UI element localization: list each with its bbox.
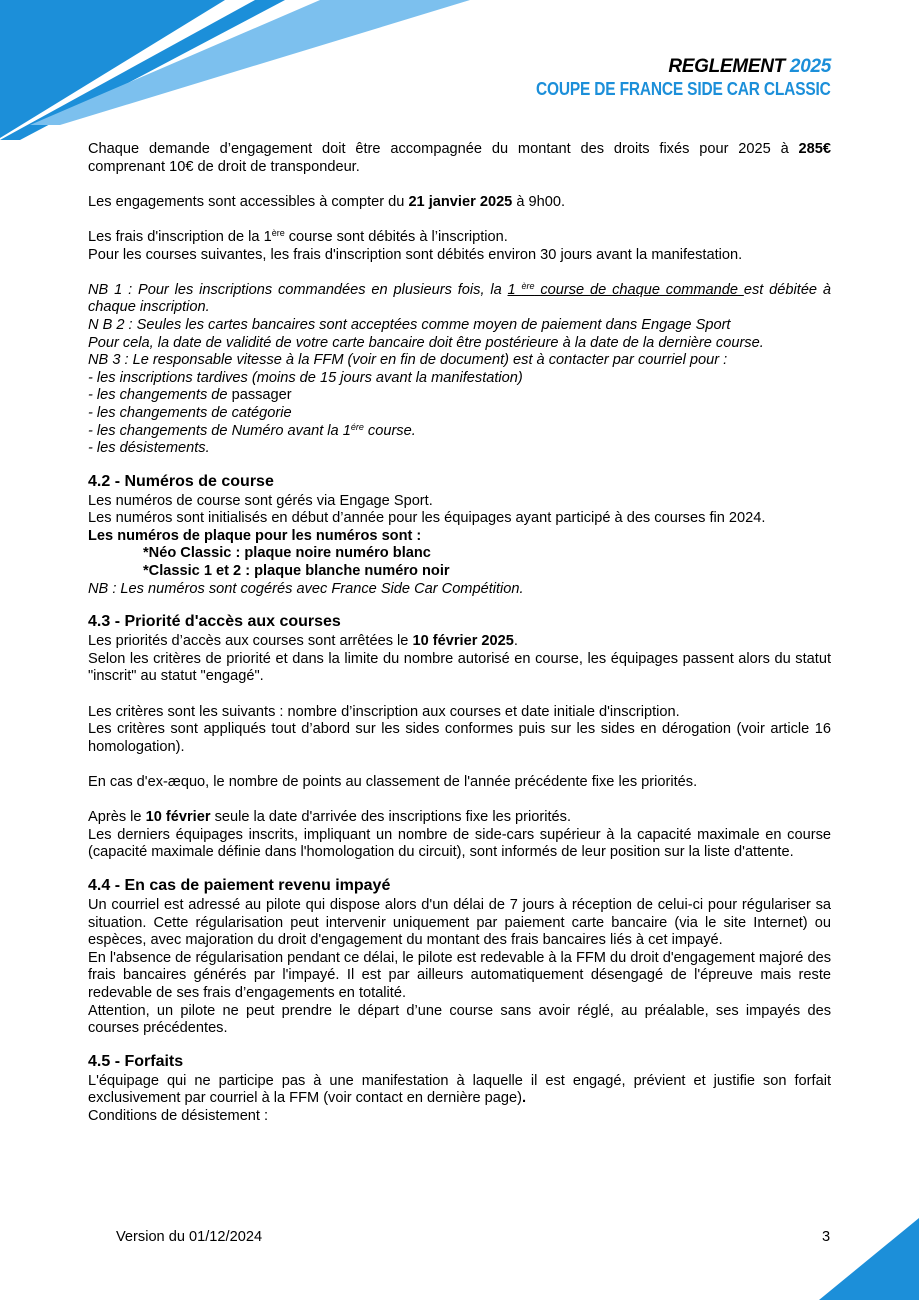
s44-paragraph: Un courriel est adressé au pilote qui dispose alors d'un délai de 7 jours à réception de celui-ci pour régulariser sa situation. Cette régularisation peut intervenir uniquement par paiement carte bancaire (via le site Internet) ou espèces, avec majoration du droit d'engagement du montant des frais bancaires liés à cet impayé. [88, 896, 831, 949]
list-item: - les changements de passager [88, 387, 292, 404]
s44-paragraph: Attention, un pilote ne peut prendre le départ d’une course sans avoir réglé, au préalable, ses impayés des courses précédentes. [88, 1002, 831, 1037]
header-title: REGLEMENT 2025 [668, 56, 831, 77]
note-2: N B 2 : Seules les cartes bancaires sont acceptées comme moyen de paiement dans Engage Sport [88, 316, 731, 333]
list-item: - les changements de Numéro avant la $1^{ére}$ course. [88, 421, 416, 439]
s43-paragraph: Après le 10 février seule la date d'arrivée des inscriptions fixe les priorités. [88, 809, 572, 826]
intro-debit-paragraph: Les frais d'inscription de la 1ère course sont débités à l’inscription. [88, 227, 508, 245]
footer-version: Version du 01/12/2024 [116, 1229, 263, 1245]
s43-paragraph: Les priorités d’accès aux courses sont arrêtées le 10 février 2025. [88, 633, 518, 650]
s45-paragraph: Conditions de désistement : [88, 1107, 269, 1124]
s42-plates-heading: Les numéros de plaque pour les numéros sont : [88, 527, 422, 544]
list-item: - les inscriptions tardives (moins de 15 jours avant la manifestation) [88, 369, 523, 386]
header-subtitle: COUPE DE FRANCE SIDE CAR CLASSIC [536, 79, 831, 99]
s42-paragraph: Les numéros de course sont gérés via Engage Sport. [88, 492, 433, 509]
s42-note: NB : Les numéros sont cogérés avec France Side Car Compétition. [88, 580, 524, 597]
s43-paragraph: En cas d'ex-æquo, le nombre de points au classement de l'année précédente fixe les priorités. [88, 774, 698, 790]
s43-paragraph: Les critères sont les suivants : nombre d’inscription aux courses et date initiale d'inscription. [88, 703, 680, 720]
s42-plate-item: *Classic 1 et 2 : plaque blanche numéro noir [143, 563, 450, 580]
s42-plate-item: *Néo Classic : plaque noire numéro blanc [143, 545, 431, 562]
section-title-4-2: 4.2 - Numéros de course [88, 472, 274, 490]
intro-opening-paragraph: Les engagements sont accessibles à compter du 21 janvier 2025 à 9h00. [88, 193, 566, 210]
note-1: NB 1 : Pour les inscriptions commandées en plusieurs fois, la 1 $^{ère}$ course de chaque commande est débitée à chaque inscription. [88, 280, 832, 316]
intro-debit-next-paragraph: Pour les courses suivantes, les frais d'inscription sont débités environ 30 jours avant la manifestation. [88, 246, 743, 263]
top-left-stripes-decoration [0, 0, 480, 145]
s43-paragraph: Les derniers équipages inscrits, impliquant un nombre de side-cars supérieur à la capacité maximale en course (capacité maximale définie dans l'homologation du circuit), sont informés de leur position sur la liste d'attente. [88, 826, 831, 861]
notes-block [88, 282, 831, 458]
section-title-4-4: 4.4 - En cas de paiement revenu impayé [88, 876, 391, 894]
note-3: NB 3 : Le responsable vitesse à la FFM (voir en fin de document) est à contacter par courriel pour : [88, 352, 728, 369]
section-title-4-5: 4.5 - Forfaits [88, 1052, 184, 1070]
s43-paragraph: Selon les critères de priorité et dans la limite du nombre autorisé en course, les équipages passent alors du statut "inscrit" au statut "engagé". [88, 650, 831, 685]
page-number: 3 [822, 1229, 831, 1245]
s45-paragraph: L'équipage qui ne participe pas à une manifestation à laquelle il est engagé, prévient et justifie son forfait exclusivement par courriel à la FFM (voir contact en dernière page). [88, 1072, 831, 1107]
page-body [88, 141, 831, 1126]
document-header [488, 56, 831, 100]
bottom-right-triangle-decoration [819, 1218, 919, 1300]
note-2-detail: Pour cela, la date de validité de votre carte bancaire doit être postérieure à la date de la dernière course. [88, 334, 764, 351]
section-title-4-3: 4.3 - Priorité d'accès aux courses [88, 613, 341, 631]
list-item: - les changements de catégorie [88, 404, 292, 421]
s42-paragraph: Les numéros sont initialisés en début d’année pour les équipages ayant participé à des courses fin 2024. [88, 510, 766, 527]
s44-paragraph: En l'absence de régularisation pendant ce délai, le pilote est redevable à la FFM du droit d'engagement majoré des frais bancaires générés par l'impayé. Il est par ailleurs automatiquement désengagé de l'épreuve mais reste redevable de ses frais d’engagements en totalité. [88, 949, 832, 1001]
list-item: - les désistements. [88, 440, 210, 457]
intro-fees-paragraph: Chaque demande d’engagement doit être accompagnée du montant des droits fixés pour 2025 à 285€ comprenant 10€ de droit de transpondeur. [88, 141, 831, 175]
s43-paragraph: Les critères sont appliqués tout d’abord sur les sides conformes puis sur les sides en dérogation (voir article 16 homologation). [88, 721, 831, 755]
